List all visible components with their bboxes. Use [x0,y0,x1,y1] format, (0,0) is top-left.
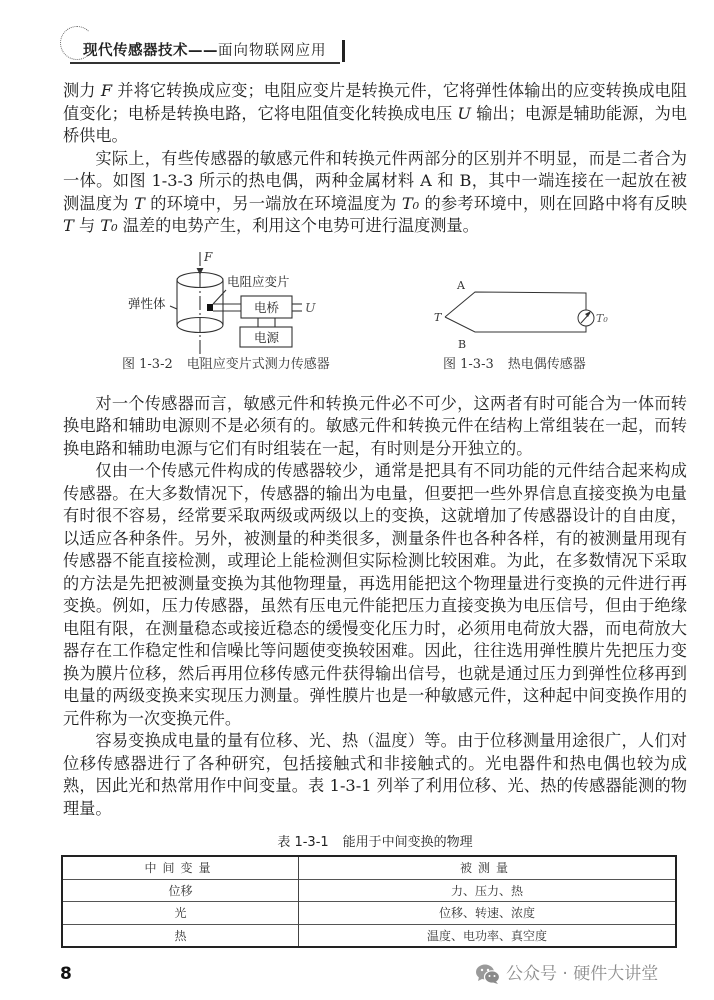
paragraph [63,148,687,238]
text-run: 输出；电源是辅助能源，为电桥供电。 [63,103,687,145]
metal-b-wire [445,317,586,332]
table-cell: 力、压力、热 [299,879,677,902]
header-bar [342,40,345,62]
label-elastic-body: 弹性体 [128,295,166,311]
metal-a-wire [445,292,586,317]
wechat-icon [475,963,501,985]
text-run: 的参考环境中，则在回路中将有反映 [419,193,687,213]
text-run: 并将它转换成应变；电阻应变片是转换元件，它将弹性体输出的应变转换成电阻值变化；电桥是转换电路，它将电阻值变化转换成电压 [63,81,687,123]
text-run: 与 [73,216,101,235]
table-title: 能用于中间变换的物理 [342,835,473,850]
table-cell: 热 [62,924,299,947]
strain-gauge [207,304,213,311]
cylinder-top [177,272,223,287]
table-cell: 光 [62,902,299,925]
variable-t: T [134,193,145,213]
paragraph [63,80,687,148]
variable-t0: T₀ [100,216,118,235]
label-cold-end-t0: T₀ [596,311,608,325]
label-metal-a: A [457,278,465,292]
table-cell: 位移、转速、浓度 [299,902,677,925]
meter-icon [578,310,594,326]
label-metal-b: B [458,337,467,351]
book-title [83,39,327,60]
label-output-u: U [305,299,316,315]
text-run: 测力 [63,81,101,100]
meter-needle-head [585,311,591,317]
text-run: 实际上，有些传感器的敏感元件和转换元件两部分的区别并不明显，而是二者合为一体。如图 1-3-3 所示的热电偶，两种金属材料 A 和 B，其中一端连接在一起放在被测温度为 [63,148,687,213]
paragraph: 仅由一个传感元件构成的传感器较少，通常是把具有不同功能的元件结合起来构成传感器。在大多数情况下，传感器的输出为电量，但要把一些外界信息直接变换为电量有时很不容易，经常要采取两级或两级以上的变换，这就增加了传感器设计的自由度，以适应各种条件。另外，被测量的种类很多，测量条件也各种各样，有的被测量用现有传感器不能直接检测，或理论上能检测但实际检测比较困难。为此，在多数情况下采取的方法是先把被测量变换为其他物理量，再选用能把这个物理量进行变换的元件进行再变换。例如，压力传感器，虽然有压电元件能把压力直接变换为电压信号，但由于绝缘电阻有限，在测量稳态或接近稳态的缓慢变化压力时，必须用电荷放大器，而电荷放大器存在工作稳定性和信噪比等问题使变换较困难。因此，往往选用弹性膜片先把压力变换为膜片位移，然后再用位移传感元件获得输出信号，也就是通过压力到弹性位移再到电量的两级变换来实现压力测量。弹性膜片也是一种敏感元件，这种起中间变换作用的元件称为一次变换元件。 [63,461,687,728]
paragraph: 对一个传感器而言，敏感元件和转换元件必不可少，这两者有时可能合为一体而转换电路和辅助电源则不是必须有的。敏感元件和转换元件在结构上常组装在一起，而转换电路和辅助电源与它们有时组装在一起，有时则是分开独立的。 [63,393,687,458]
variable-t: T [63,216,74,235]
thermocouple-diagram [445,292,594,332]
text-block-1 [63,80,687,238]
running-header [60,26,350,66]
page-body [60,80,687,1000]
paragraph: 容易变换成电量的量有位移、光、热（温度）等。由于位移测量用途很广，人们对位移传感器进行了各种研究，包括接触式和非接触式的。光电器件和热电偶也较为成熟，因此光和热常用作中间变量。表 1-3-1 列举了利用位移、光、热的传感器能测的物理量。 [63,731,687,818]
watermark-text: 公众号 · 硬件大讲堂 [506,964,659,984]
header-rule [70,62,340,64]
table-cell: 位移 [62,879,299,902]
table-row [62,879,676,902]
strain-gauge-force-sensor-diagram [170,249,302,358]
elastic-body-leader [170,306,177,309]
table-header-row [62,856,676,879]
table-number: 表 1-3-1 [277,835,329,850]
text-block-2 [63,393,687,821]
figure-title: 电阻应变片式测力传感器 [186,356,330,372]
table-cell: 温度、电功率、真空度 [299,924,677,947]
page-footer [60,960,690,1000]
column-header-measurand: 被测量 [299,856,677,879]
label-hot-end-t: T [434,310,442,324]
book-title-dash: —— [188,43,218,59]
label-strain-gauge: 电阻应变片 [227,273,290,289]
label-power: 电源 [254,329,280,345]
figures-area [63,240,687,393]
meter-needle [581,313,590,323]
variable-t0: T₀ [401,193,420,213]
page-number: 8 [60,964,72,984]
column-header-intermediate-variable: 中间变量 [62,856,299,879]
figure-number: 图 1-3-3 [443,356,494,372]
variable-f: F [100,81,113,100]
figure-number: 图 1-3-2 [122,356,173,372]
book-title-main: 现代传感器技术 [83,43,188,59]
figure-caption-1-3-2 [122,356,330,373]
table-caption [63,834,687,851]
figure-title: 热电偶传感器 [507,356,586,372]
book-subtitle: 面向物联网应用 [218,43,327,59]
label-force: F [204,249,213,264]
table-row [62,924,676,947]
figure-caption-1-3-3 [443,356,586,373]
cylinder-bottom [177,317,223,332]
table-row [62,902,676,925]
label-bridge: 电桥 [254,299,280,315]
watermark [475,963,658,985]
text-run: 的环境中，另一端放在环境温度为 [144,193,402,213]
force-arrow-head [197,268,204,275]
gauge-leader [213,290,226,304]
text-run: 温差的电势产生，利用这个电势可进行温度测量。 [117,216,479,235]
variable-u: U [457,103,472,123]
intermediate-variable-table [61,855,677,948]
